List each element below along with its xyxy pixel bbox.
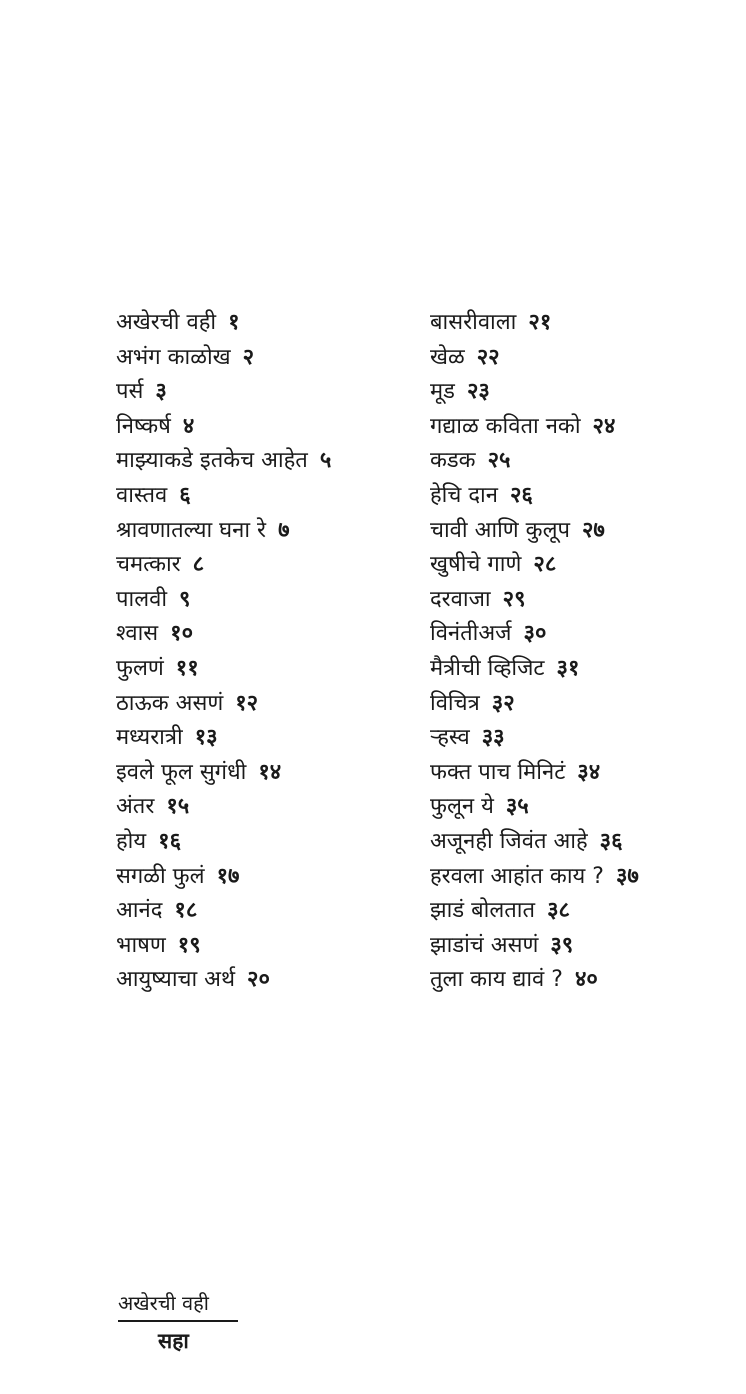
toc-entry-title: विचित्र <box>430 690 480 716</box>
toc-entry <box>116 687 416 722</box>
toc-entry-page: ८ <box>192 552 205 578</box>
page-number: सहा <box>158 1329 189 1353</box>
toc-entry <box>430 790 730 825</box>
toc-entry-page: २८ <box>533 552 557 578</box>
toc-entry-page: १९ <box>177 932 201 958</box>
toc-entry-page: ३ <box>155 379 167 405</box>
toc-entry-title: फुलणं <box>116 655 164 681</box>
toc-entry-page: ३० <box>523 621 547 647</box>
toc-entry-page: २४ <box>592 413 616 439</box>
toc-entry-title: अजूनही जिवंत आहे <box>430 828 588 854</box>
toc-entry-page: ७ <box>278 517 290 543</box>
toc-entry-page: ३१ <box>556 655 580 681</box>
toc-entry-page: ३४ <box>577 759 601 785</box>
toc-entry <box>116 375 416 410</box>
toc-entry-title: हेचि दान <box>430 482 498 508</box>
toc-entry <box>430 479 730 514</box>
toc-entry-title: वास्तव <box>116 482 168 508</box>
toc-entry-title: इवले फूल सुगंधी <box>116 759 247 785</box>
toc-entry-title: अखेरची वही <box>116 310 217 335</box>
toc-entry <box>430 894 730 929</box>
toc-entry <box>116 825 416 860</box>
footer-divider <box>118 1320 238 1322</box>
toc-entry-title: विनंतीअर्ज <box>430 621 512 647</box>
toc-entry <box>430 548 730 583</box>
toc-entry-page: ३२ <box>491 690 515 716</box>
toc-entry <box>430 652 730 687</box>
toc-entry-title: फक्त पाच मिनिटं <box>430 759 566 785</box>
toc-entry-page: ५ <box>319 448 332 474</box>
toc-entry-title: फुलून ये <box>430 794 494 820</box>
toc-entry <box>116 894 416 929</box>
toc-entry-page: ६ <box>179 482 191 508</box>
toc-entry-title: झाडांचं असणं <box>430 932 539 958</box>
toc-entry-page: ३७ <box>615 863 639 889</box>
toc-entry-title: चमत्कार <box>116 552 181 578</box>
toc-entry <box>430 756 730 791</box>
toc-entry <box>430 617 730 652</box>
toc-entry-title: भाषण <box>116 932 166 958</box>
page-footer <box>118 1288 240 1356</box>
toc-entry-page: १८ <box>174 898 198 924</box>
toc-entry <box>116 444 416 479</box>
toc-entry-title: मैत्रीची व्हिजिट <box>430 655 545 681</box>
toc-entry-title: ठाऊक असणं <box>116 690 224 716</box>
toc-entry-page: २ <box>242 344 255 370</box>
toc-entry-title: कडक <box>430 448 476 474</box>
toc-entry-title: चावी आणि कुलूप <box>430 517 570 543</box>
toc-entry <box>430 514 730 549</box>
toc-entry-title: बासरीवाला <box>430 310 517 335</box>
toc-entry-title: झाडं बोलतात <box>430 898 536 924</box>
toc-entry-title: मूड <box>430 379 455 405</box>
toc-entry-title: श्रावणातल्या घना रे <box>116 517 267 543</box>
toc-entry-title: दरवाजा <box>430 586 491 612</box>
toc-entry-page: २९ <box>502 586 526 612</box>
toc-entry-page: १५ <box>166 794 190 820</box>
toc-entry-page: ४० <box>574 967 598 993</box>
toc-entry <box>116 652 416 687</box>
toc-entry-page: २० <box>247 967 270 993</box>
toc-entry-page: १३ <box>194 725 218 751</box>
toc-entry <box>430 929 730 964</box>
toc-entry-title: माझ्याकडे इतकेच आहेत <box>116 448 308 474</box>
toc-entry-title: होय <box>116 828 147 854</box>
toc-entry-page: २६ <box>509 482 533 508</box>
toc-entry-page: १२ <box>235 690 259 716</box>
toc-entry-page: ३३ <box>481 725 505 751</box>
toc-entry <box>430 410 730 445</box>
toc-entry-title: सगळी फुलं <box>116 863 205 889</box>
toc-entry-title: पालवी <box>116 586 168 612</box>
toc-entry-page: ३९ <box>550 932 574 958</box>
toc-entry-page: ४ <box>182 413 195 439</box>
toc-entry <box>116 963 416 998</box>
toc-entry-title: आनंद <box>116 898 163 924</box>
toc-entry <box>116 514 416 549</box>
toc-entry-page: ३६ <box>599 828 623 854</box>
toc-entry <box>430 860 730 895</box>
toc-entry-title: खुषीचे गाणे <box>430 552 522 578</box>
toc-entry <box>116 548 416 583</box>
toc-entry-page: १६ <box>158 828 182 854</box>
toc-entry-page: ३८ <box>547 898 570 924</box>
toc-entry <box>430 963 730 998</box>
toc-entry-title: खेळ <box>430 344 465 370</box>
toc-entry-title: तुला काय द्यावं ? <box>430 967 563 993</box>
toc-entry-page: २२ <box>476 344 500 370</box>
toc-entry-title: अभंग काळोख <box>116 344 231 370</box>
toc-left-column <box>116 306 416 998</box>
toc-entry <box>430 687 730 722</box>
toc-entry-page: १७ <box>216 863 240 889</box>
toc-entry-page: २७ <box>581 517 605 543</box>
toc-entry-page: ३५ <box>505 794 529 820</box>
toc-entry <box>116 860 416 895</box>
toc-entry-title: निष्कर्ष <box>116 413 171 439</box>
toc-entry <box>116 479 416 514</box>
toc-entry-title: आयुष्याचा अर्थ <box>116 967 236 993</box>
running-footer-title: अखेरची वही <box>118 1291 209 1315</box>
toc-entry <box>116 721 416 756</box>
toc-entry <box>116 790 416 825</box>
toc-entry <box>430 444 730 479</box>
toc-entry-title: हरवला आहांत काय ? <box>430 863 604 889</box>
toc-entry <box>116 583 416 618</box>
toc-entry-page: ९ <box>179 586 191 612</box>
toc-entry-title: पर्स <box>116 379 144 405</box>
toc-entry <box>430 825 730 860</box>
toc-entry-page: १० <box>170 621 194 647</box>
toc-entry <box>116 617 416 652</box>
toc-entry <box>116 306 416 341</box>
toc-entry-page: २३ <box>466 379 490 405</box>
toc-entry-page: १४ <box>258 759 282 785</box>
toc-entry <box>430 306 730 341</box>
toc-entry-page: २१ <box>528 310 552 335</box>
toc-entry <box>430 721 730 756</box>
toc-entry <box>116 341 416 376</box>
toc-entry-title: गद्याळ कविता नको <box>430 413 581 439</box>
toc-entry <box>116 756 416 791</box>
toc-entry <box>116 410 416 445</box>
toc-entry-title: ऱ्हस्व <box>430 725 470 751</box>
toc-entry <box>430 375 730 410</box>
toc-right-column <box>430 306 730 998</box>
toc-entry-title: अंतर <box>116 794 155 820</box>
toc-entry <box>430 341 730 376</box>
toc-entry <box>116 929 416 964</box>
toc-entry-title: मध्यरात्री <box>116 725 183 751</box>
toc-entry-page: ११ <box>175 655 199 681</box>
toc-entry-page: १ <box>228 310 240 335</box>
toc-entry <box>430 583 730 618</box>
toc-entry-title: श्वास <box>116 621 159 647</box>
toc-entry-page: २५ <box>487 448 511 474</box>
